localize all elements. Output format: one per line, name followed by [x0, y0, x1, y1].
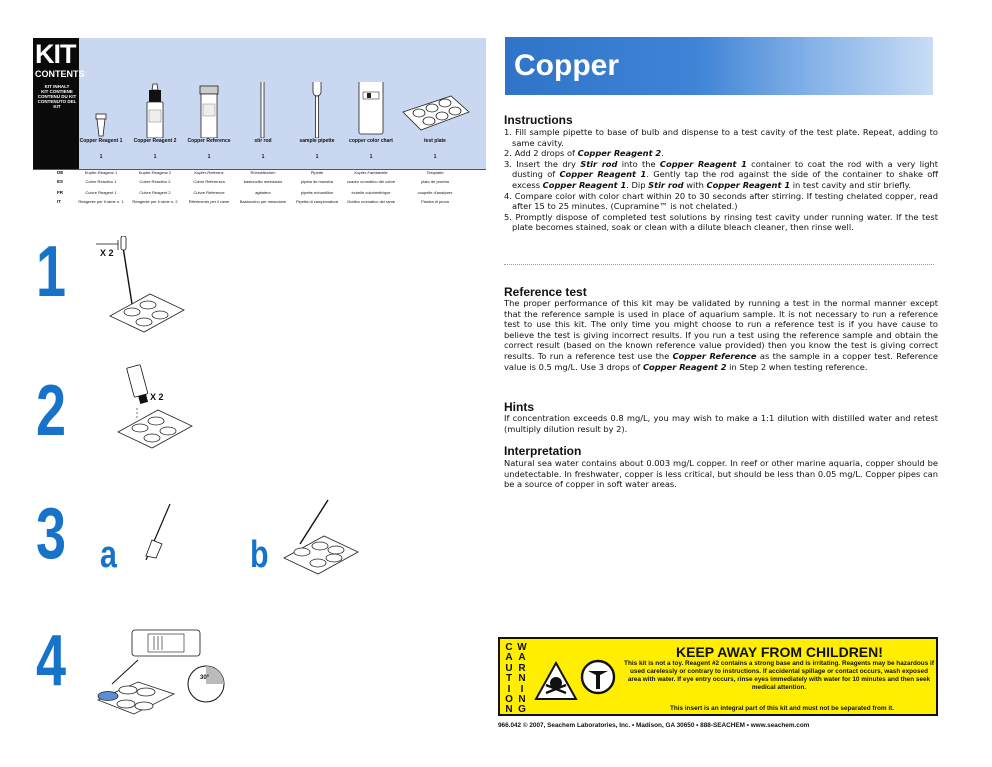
text-run: as the sample in a copper test. Reference value is 0.5 mg/L. Use 3 drops of [504, 350, 938, 372]
text-run: with [683, 179, 707, 190]
lang-code: DE [57, 170, 64, 175]
lang-cell: Cuivre Reference [193, 190, 225, 195]
lang-cell: Cuivre Reagent 1 [85, 190, 117, 195]
text-run: Promptly dispose of completed test solutions by rinsing test cavity under running water. If the test plate becomes stained, soak or clean with a dilute bleach cleaner, then rinse well. [512, 211, 938, 233]
kit-item-pipette [289, 82, 345, 160]
kit-item-qty: 1 [369, 154, 373, 160]
instruction-step [504, 127, 938, 148]
section-divider [504, 264, 934, 265]
text-run: container to coat the rod with a very light dusting of [512, 158, 938, 180]
text-run: . [661, 148, 664, 159]
lang-code: ES [57, 179, 64, 184]
instruction-step-number: 2. [504, 148, 515, 159]
emphasized-term: Stir rod [580, 158, 618, 169]
kit-translation-es: KIT CONTIENE [41, 89, 73, 94]
step-3a-label: a [100, 534, 117, 576]
lang-cell: Cuivre Reagent 2 [139, 190, 171, 195]
kit-item-name: Copper Reference [187, 138, 231, 144]
instruction-step-number: 3. [504, 158, 517, 169]
footer-copyright: 966.042 © 2007, Seachem Laboratories, Inc. • Madison, GA 30650 • 888-SEACHEM • www.seachem.com [498, 722, 810, 729]
hints-body: If concentration exceeds 0.8 mg/L, you may wish to make a 1:1 dilution with distilled water and retest (multiply dilution result by 2). [504, 413, 938, 434]
text-run: . Gently tap the rod against the side of the container to shake off excess [512, 169, 939, 190]
kit-subtitle: CONTENTS [35, 69, 85, 79]
lang-cell: Kupfer-Farbtabelle [354, 170, 388, 175]
page-title: Copper [514, 49, 619, 82]
lang-cell: cuadro cromático del cobre [346, 179, 396, 184]
reference-heading: Reference test [504, 285, 587, 299]
step-3b-label: b [250, 534, 269, 576]
kit-item-name: copper color chart [349, 138, 393, 144]
kit-translation-de: KIT INHALT [44, 84, 70, 89]
pipette-icon [289, 82, 345, 138]
title-banner [505, 37, 933, 95]
insert-note: This insert is an integral part of this kit and must not be separated from it. [669, 705, 895, 712]
step-2-dropper-illustration [110, 360, 210, 460]
poison-skull-icon [534, 661, 578, 701]
emphasized-term: Copper Reagent 1 [659, 158, 747, 169]
emphasized-term: Copper Reagent 2 [642, 361, 727, 372]
reference-jar-icon [181, 82, 237, 138]
text-run: in Step 2 when testing reference. [726, 361, 868, 372]
lang-cell: pipeta de muestra [300, 179, 334, 184]
lang-code: FR [57, 190, 63, 195]
step-1-pipette-illustration [92, 236, 192, 336]
lang-cell: Kupfer-Reagenz 2 [138, 170, 172, 175]
step-1-number: 1 [36, 232, 67, 312]
kit-item-qty: 1 [261, 154, 265, 160]
reference-body [504, 298, 938, 372]
step-1-x2-label: X 2 [100, 248, 114, 258]
instruction-step [504, 159, 938, 191]
lang-cell: plato de prueba [421, 179, 449, 184]
lang-row-es [33, 179, 486, 189]
kit-item-stir-rod [235, 82, 291, 160]
kit-item-qty: 1 [99, 154, 103, 160]
kit-item-name: test plate [424, 138, 446, 144]
color-chart-icon [343, 82, 399, 138]
lang-cell: Cobre Referencia [193, 179, 225, 184]
instructions-heading: Instructions [504, 113, 573, 127]
kit-item-color-chart [343, 82, 399, 160]
lang-cell: Kupfer-Reagenz 1 [84, 170, 118, 175]
step-2-x2-label: X 2 [150, 392, 164, 402]
kit-item-name: sample pipette [299, 138, 335, 144]
instruction-step-number: 5. [504, 211, 516, 222]
step-4-number: 4 [36, 621, 67, 701]
emphasized-term: Copper Reference [672, 350, 757, 361]
lang-cell: Pipetta di campionatura [295, 199, 339, 204]
lang-row-it [33, 199, 486, 209]
lang-cell: Rührstäbchen [250, 170, 276, 175]
lang-cell: Kupfer-Referenz [194, 170, 224, 175]
instructions-list [504, 127, 938, 233]
lang-cell: Testplatte [426, 170, 444, 175]
step-3a-rod-illustration [132, 500, 182, 570]
hints-heading: Hints [504, 400, 534, 414]
lang-cell: Cobre Reactivo 1 [85, 179, 117, 184]
step-3b-stir-illustration [280, 496, 380, 586]
caution-warning-box [498, 637, 938, 716]
kit-title: KIT [35, 39, 76, 69]
kit-contents-panel [33, 38, 486, 170]
interpretation-body: Natural sea water contains about 0.003 mg/L copper. In reef or other marine aquaria, copper should be undetectable. In freshwater, copper is less critical, but should be less than 0.05 mg/L. Copper pipes can be a source of copper in soft water areas. [504, 458, 938, 490]
emphasized-term: Copper Reagent 1 [559, 169, 647, 180]
kit-item-name: Copper Reagent 1 [79, 138, 123, 144]
lang-cell: Bastoncino per mescolare [239, 199, 287, 204]
kit-item-qty: 1 [315, 154, 319, 160]
stir-rod-icon [235, 82, 291, 138]
lang-code: IT [57, 199, 61, 204]
instruction-step-number: 1. [504, 127, 516, 137]
text-run: into the [617, 158, 660, 169]
text-run: Add 2 drops of [514, 148, 578, 159]
lang-cell: bastoncillo mezclador [243, 179, 283, 184]
lang-cell: Piastra di prova [421, 199, 449, 204]
caution-text: This kit is not a toy. Reagent #2 contains a strong base and is irritating. Reagents may be hazardous if used carelessly or contrary to instructions. If accidental spillage or contact occurs, wash exposed area with water. If eye entry occurs, rinse eyes immediately with water for 10 minutes and then seek medical attention. [624, 660, 934, 691]
kit-item-reagent-1 [73, 82, 129, 160]
text-run: in test cavity and stir briefly. [790, 179, 912, 190]
lang-cell: échelle colorimétrique [351, 190, 391, 195]
reagent-bottle-small-icon [73, 82, 129, 138]
lang-cell: coupelle d'analyses [417, 190, 453, 195]
dropper-bottle-icon [127, 82, 183, 138]
text-run: Compare color with color chart within 20 to 30 seconds after stirring. If testing chelated copper, read after 15 to 25 minutes. (Cupramine™ is not chelated.) [512, 190, 938, 212]
warning-vertical-word: W A R N I N G [517, 642, 527, 716]
emphasized-term: Copper Reagent 2 [577, 148, 662, 159]
lang-cell: pipette échantillon [300, 190, 334, 195]
lang-cell: Pipette [310, 170, 324, 175]
kit-translation-it: CONTENUTO DEL KIT [37, 99, 77, 109]
caution-vertical-word: C A U T I O N [505, 642, 513, 716]
kit-item-qty: 1 [433, 154, 437, 160]
keep-away-headline: KEEP AWAY FROM CHILDREN! [676, 644, 883, 660]
eye-irritant-icon [580, 659, 616, 695]
emphasized-term: Copper Reagent 1 [706, 179, 791, 190]
kit-item-name: stir rod [254, 138, 272, 144]
instruction-step [504, 148, 938, 159]
kit-item-test-plate [397, 82, 473, 160]
timer-angle-label: 30° [200, 675, 210, 681]
kit-translation-fr: CONTENU DU KIT [37, 94, 77, 99]
text-run: The proper performance of this kit may be validated by running a test in the normal manner except that the reference sample is used in place of aquarium sample. It is not necessary to run a reference test to use this kit. The only time you might choose to run a reference test is if you have cause to believe the test is giving incorrect results. If you run a test using the reference sample and obtain the correct result (based on the known reference value provided) then you know the test is giving correct results. To run a reference test use the [504, 298, 938, 361]
step-3-number: 3 [36, 494, 67, 574]
emphasized-term: Copper Reagent 1 [542, 179, 627, 190]
emphasized-term: Stir rod [648, 179, 684, 190]
text-run: Fill sample pipette to base of bulb and dispense to a test cavity of the test plate. Repeat, adding to same cavity. [512, 127, 938, 148]
lang-cell: Reagente per il rame n. 2 [132, 199, 178, 204]
step-4-compare-illustration [92, 622, 232, 722]
test-plate-icon [397, 82, 473, 138]
instruction-step-number: 4. [504, 190, 515, 201]
instruction-step [504, 191, 938, 212]
interpretation-heading: Interpretation [504, 444, 582, 458]
kit-item-reagent-2 [127, 82, 183, 160]
lang-cell: Reagente per il rame n. 1 [78, 199, 124, 204]
lang-cell: Riferimento per il rame [188, 199, 230, 204]
step-2-number: 2 [36, 371, 67, 451]
kit-item-qty: 1 [207, 154, 211, 160]
kit-item-reference [181, 82, 237, 160]
instruction-step [504, 212, 938, 233]
kit-item-name: Copper Reagent 2 [133, 138, 177, 144]
lang-cell: Cobre Reactivo 2 [139, 179, 171, 184]
text-run: . Dip [626, 179, 649, 190]
text-run: Insert the dry [516, 158, 581, 169]
kit-item-qty: 1 [153, 154, 157, 160]
lang-cell: Grafico cromatico del rame [346, 199, 395, 204]
lang-cell: agitateur [255, 190, 271, 195]
